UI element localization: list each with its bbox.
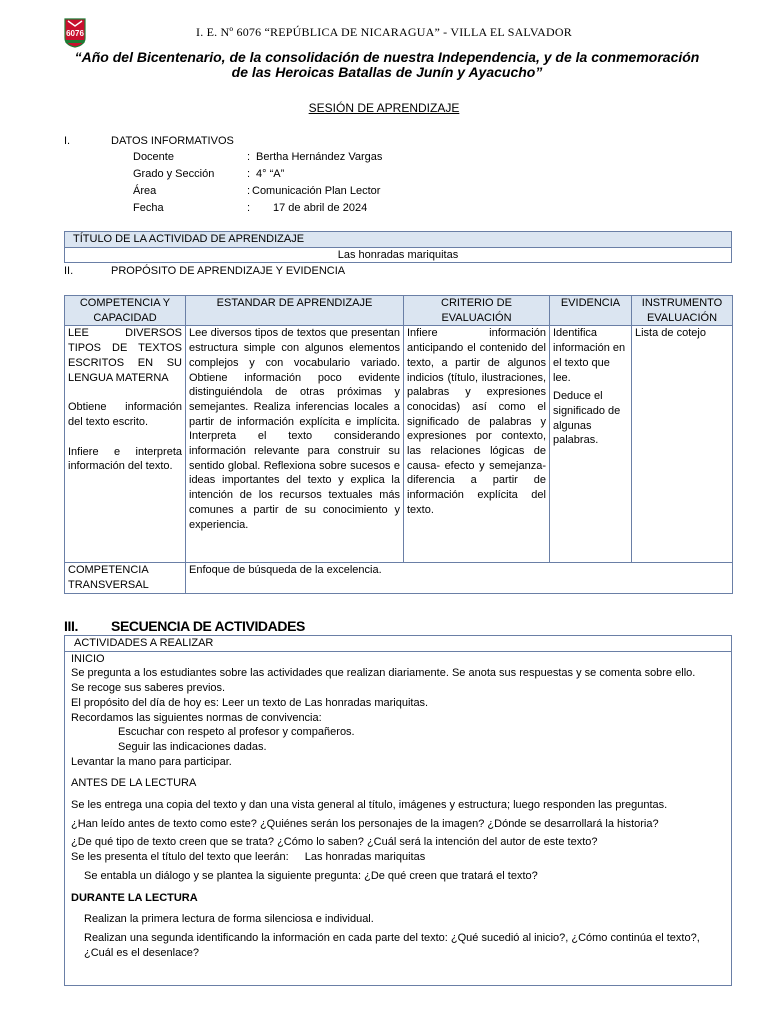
- area-label: Área: [133, 185, 157, 197]
- antes-p2: ¿Han leído antes de texto como este? ¿Quiénes serán los personajes de la imagen? ¿Dónde se desarrollará la historia?: [71, 817, 659, 830]
- antes-p5: Se entabla un diálogo y se plantea la siguiente pregunta: ¿De qué creen que tratará el texto?: [84, 869, 538, 882]
- antes-p3: ¿De qué tipo de texto creen que se trata? ¿Cómo lo saben? ¿Cuál será la intención del autor de este texto?: [71, 836, 598, 849]
- header-competencia: COMPETENCIA Y CAPACIDAD: [65, 296, 186, 326]
- header-estandar: ESTANDAR DE APRENDIZAJE: [186, 296, 404, 326]
- evidencia-cell: [550, 326, 632, 563]
- purpose-table: [64, 295, 733, 594]
- evidencia-2: Deduce el significado de algunas palabras.: [553, 390, 621, 447]
- antes-p4-label: Se les presenta el título del texto que leerán:: [71, 851, 289, 864]
- activity-title-value: Las honradas mariquitas: [65, 247, 732, 263]
- antes-p4: [71, 850, 725, 865]
- activities-content: [65, 651, 732, 985]
- antes-p4-value: Las honradas mariquitas: [304, 851, 426, 864]
- durante-title: DURANTE LA LECTURA: [71, 891, 198, 904]
- inicio-title: INICIO: [71, 652, 105, 665]
- section1-number: I.: [64, 135, 71, 147]
- area-value: Comunicación Plan Lector: [252, 185, 381, 197]
- capacidad-2: Infiere e interpreta información del texto.: [68, 445, 182, 473]
- norm-1: Escuchar con respeto al profesor y compañeros.: [118, 726, 355, 739]
- activities-header: ACTIVIDADES A REALIZAR: [65, 636, 732, 652]
- school-logo-text: 6076: [66, 29, 84, 38]
- inicio-p2: Se recoge sus saberes previos.: [71, 682, 226, 695]
- header-criterio: CRITERIO DE EVALUACIÓN: [404, 296, 550, 326]
- activity-title-table: [64, 231, 732, 263]
- transversal-value: Enfoque de búsqueda de la excelencia.: [186, 563, 733, 594]
- activities-table: [64, 635, 732, 986]
- durante-p2: Realizan una segunda identificando la información en cada parte del texto: ¿Qué sucedió al inicio?, ¿Cómo continúa el texto?, ¿Cuál es el desenlace?: [84, 931, 700, 959]
- section2-number: II.: [64, 265, 74, 277]
- session-title: SESIÓN DE APRENDIZAJE: [308, 101, 460, 115]
- docente-value: Bertha Hernández Vargas: [256, 151, 383, 163]
- competencia-cell: [65, 326, 186, 563]
- transversal-label: COMPETENCIA TRANSVERSAL: [65, 563, 186, 594]
- activity-title-label: TÍTULO DE LA ACTIVIDAD DE APRENDIZAJE: [65, 232, 732, 248]
- grado-label: Grado y Sección: [133, 168, 215, 180]
- header-instrumento: INSTRUMENTO EVALUACIÓN: [632, 296, 733, 326]
- antes-p1: Se les entrega una copia del texto y dan una vista general al título, imágenes y estructura; luego responden las preguntas.: [71, 799, 668, 812]
- section3-title: SECUENCIA DE ACTIVIDADES: [111, 618, 305, 634]
- evidencia-1: Identifica información en el texto que lee.: [553, 327, 626, 384]
- section3-number: III.: [64, 618, 78, 634]
- fecha-label: Fecha: [133, 202, 164, 214]
- instrumento-cell: Lista de cotejo: [632, 326, 733, 563]
- section1-title: DATOS INFORMATIVOS: [111, 135, 234, 147]
- inicio-p1: Se pregunta a los estudiantes sobre las actividades que realizan diariamente. Se anota sus respuestas y se comenta sobre ello.: [71, 667, 696, 680]
- norm-3: Levantar la mano para participar.: [71, 755, 232, 768]
- estandar-cell: Lee diversos tipos de textos que presentan estructura simple con algunos elementos complejos y con vocabulario variado. Obtiene información poco evidente distinguiéndola de otras próximas y semejantes. Realiza inferencias locales a partir de información explícita e implícita. Interpreta el texto considerando información relevante para construir su sentido global. Reflexiona sobre sucesos e ideas importantes del texto y explica la intención de los recursos textuales más comunes a partir de su conocimiento y experiencia.: [186, 326, 404, 563]
- antes-title: ANTES DE LA LECTURA: [71, 777, 197, 790]
- durante-p1: Realizan la primera lectura de forma silenciosa e individual.: [84, 913, 374, 926]
- inicio-p3: El propósito del día de hoy es: Leer un texto de Las honradas mariquitas.: [71, 696, 429, 709]
- competencia-text: LEE DIVERSOS TIPOS DE TEXTOS ESCRITOS EN SU LENGUA MATERNA: [68, 327, 182, 384]
- year-motto: “Año del Bicentenario, de la consolidación de nuestra Independencia, y de la conmemoración de las Heroicas Batallas de Junín y Ayacucho”: [74, 49, 700, 80]
- docente-label: Docente: [133, 151, 174, 163]
- capacidad-1: Obtiene información del texto escrito.: [68, 401, 182, 428]
- school-name: I. E. Nº 6076 “REPÚBLICA DE NICARAGUA” - VILLA EL SALVADOR: [196, 25, 572, 39]
- grado-value: 4° “A”: [256, 168, 285, 180]
- fecha-value: 17 de abril de 2024: [273, 202, 368, 214]
- header-evidencia: EVIDENCIA: [550, 296, 632, 326]
- norm-2: Seguir las indicaciones dadas.: [118, 740, 267, 753]
- criterio-cell: Infiere información anticipando el contenido del texto, a partir de algunos indicios (título, ilustraciones, palabras y expresiones conocidas) así como el significado de palabras y expresiones por contexto, las relaciones lógicas de causa- efecto y semejanza-diferencia a partir de información explícita del texto.: [404, 326, 550, 563]
- section2-title: PROPÓSITO DE APRENDIZAJE Y EVIDENCIA: [111, 265, 346, 277]
- inicio-p4: Recordamos las siguientes normas de convivencia:: [71, 711, 322, 724]
